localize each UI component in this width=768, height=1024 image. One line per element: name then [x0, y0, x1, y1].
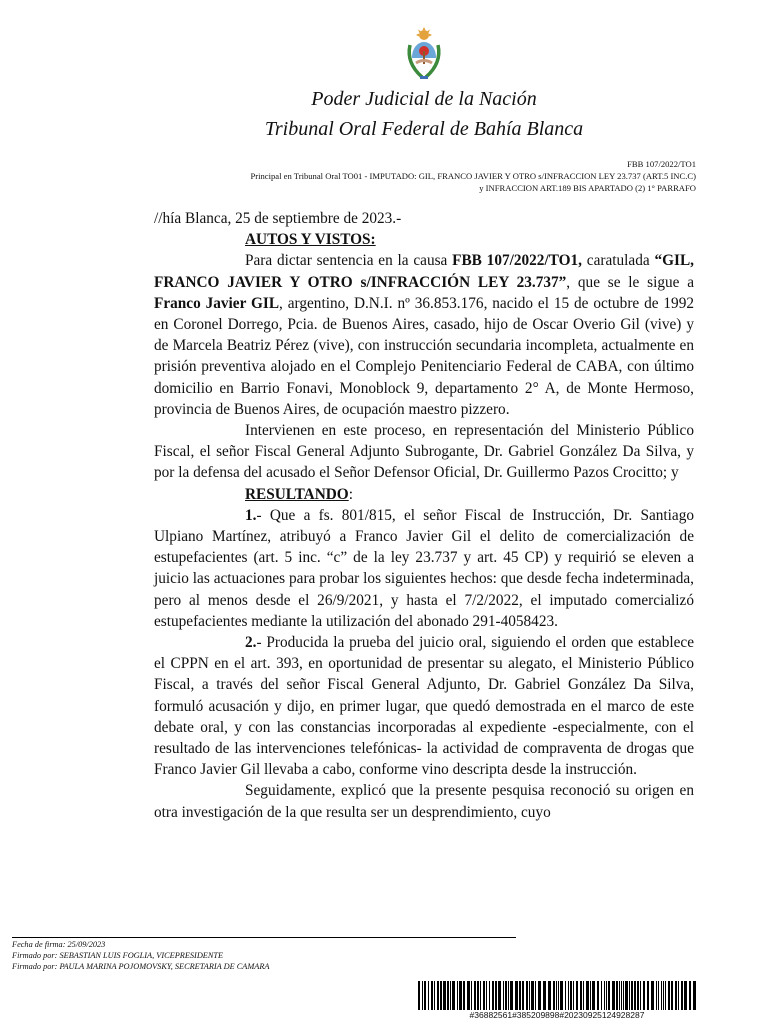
- national-coat-of-arms-icon: [404, 27, 444, 81]
- item-1-number: 1.: [245, 506, 257, 524]
- resultando-heading-paragraph: [154, 484, 694, 505]
- case-caption-line2: y INFRACCION ART.189 BIS APARTADO (2) 1° PARRAFO: [479, 183, 696, 193]
- footer-divider: [12, 937, 516, 938]
- intervening-parties-paragraph: Intervienen en este proceso, en representación del Ministerio Público Fiscal, el señor Fiscal General Adjunto Subrogante, Dr. Gabriel González Da Silva, y por la defensa del acusado el Señor Defensor Oficial, Dr. Guillermo Pazos Crocitto; y: [154, 422, 694, 482]
- item-2-text: - Producida la prueba del juicio oral, siguiendo el orden que establece el CPPN en el art. 393, en oportunidad de presentar su alegato, el Ministerio Público Fiscal, a través del señor Fiscal General Adjunto, Dr. Gabriel González Da Silva, formuló acusación y dijo, en primer lugar, que quedó demostrada en el marco de este debate oral, y con las constancias incorporadas al expediente -especialmente, con el resultado de las intervenciones telefónicas- la actividad de compraventa de drogas que Franco Javier Gil llevaba a cabo, conforme vino descripta desde la instrucción.: [154, 634, 694, 779]
- result-item-2: [154, 632, 694, 780]
- barcode-number: #36882561#385209898#20230925124928287: [469, 1010, 645, 1020]
- p1-text-3: , que se le sigue a: [566, 273, 694, 291]
- document-body: [154, 208, 694, 823]
- case-ref-bold: FBB 107/2022/TO1,: [452, 252, 583, 270]
- result-item-1: [154, 505, 694, 632]
- signature-date: Fecha de firma: 25/09/2023: [12, 940, 106, 949]
- resultando-colon: :: [348, 485, 353, 503]
- case-caption-line1: Principal en Tribunal Oral TO01 - IMPUTADO: GIL, FRANCO JAVIER Y OTRO s/INFRACCION LEY 23.737 (ART.5 INC.C): [250, 171, 696, 181]
- signer-2: Firmado por: PAULA MARINA POJOMOVSKY, SECRETARIA DE CAMARA: [12, 962, 270, 971]
- p1-text-1: Para dictar sentencia en la causa: [245, 252, 453, 270]
- item-2-number: 2.: [245, 634, 257, 652]
- court-name-line2: Tribunal Oral Federal de Bahía Blanca: [264, 118, 584, 140]
- case-title-bold: “GIL, FRANCO JAVIER Y OTRO s/INFRACCIÓN LEY 23.737”: [154, 252, 694, 291]
- case-number: FBB 107/2022/TO1: [627, 159, 696, 169]
- p1-text-4: , argentino, D.N.I. nº 36.853.176, nacido el 15 de octubre de 1992 en Coronel Dorrego, Pcia. de Buenos Aires, casado, hijo de Oscar Overio Gil (vive) y de Marcela Beatriz Pérez (vive), con instrucción secundaria incompleta, actualmente en prisión preventiva alojado en el Complejo Penitenciario Federal de CABA, con último domicilio en Barrio Fonavi, Monoblock 9, departamento 2° A, de Monte Hermoso, provincia de Buenos Aires, de ocupación maestro pizzero.: [154, 294, 694, 418]
- date-line: //hía Blanca, 25 de septiembre de 2023.-: [154, 210, 402, 227]
- continuation-paragraph: Seguidamente, explicó que la presente pesquisa reconoció su origen en otra investigación de la que resulta ser un desprendimiento, cuyo: [154, 782, 694, 821]
- defendant-name-bold: Franco Javier GIL: [154, 294, 280, 312]
- case-identification-paragraph: [154, 250, 694, 420]
- court-name-line1: Poder Judicial de la Nación: [311, 88, 537, 110]
- barcode-icon: [418, 981, 696, 1010]
- autos-heading-paragraph: [154, 229, 694, 250]
- p1-text-2: caratulada: [582, 252, 655, 270]
- signer-1: Firmado por: SEBASTIAN LUIS FOGLIA, VICEPRESIDENTE: [12, 951, 224, 960]
- item-1-text: - Que a fs. 801/815, el señor Fiscal de Instrucción, Dr. Santiago Ulpiano Martínez, atribuyó a Franco Javier Gil el delito de comercialización de estupefacientes (art. 5 inc. “c” de la ley 23.737 y art. 45 CP) y requirió se eleven a juicio las actuaciones para probar los siguientes hechos: que desde fecha indeterminada, pero al menos desde el 26/9/2021, y hasta el 7/2/2022, el imputado comercializó estupefacientes mediante la utilización del abonado 291-4058423.: [154, 506, 694, 630]
- resultando-heading: RESULTANDO: [245, 485, 349, 503]
- autos-heading: AUTOS Y VISTOS:: [245, 231, 376, 249]
